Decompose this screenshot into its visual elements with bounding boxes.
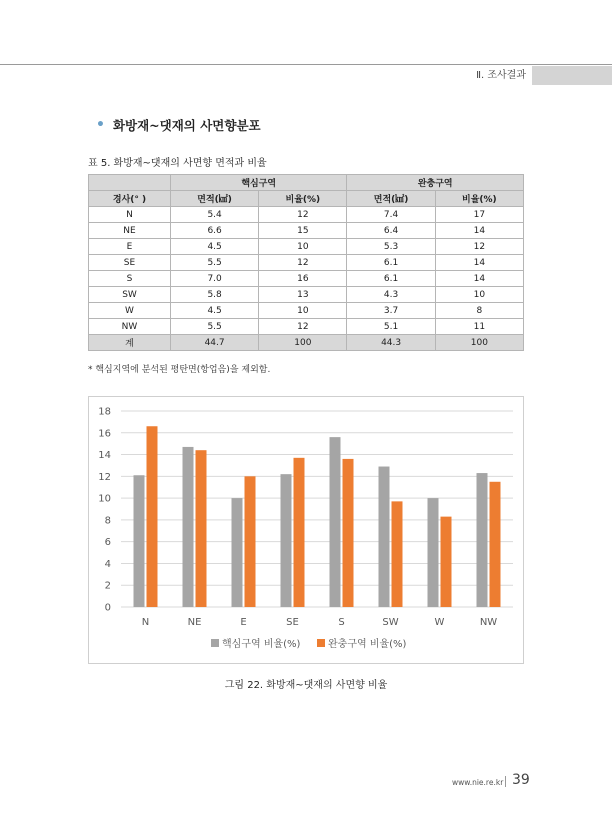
table-cell: S [89,271,171,287]
page-number: 39 [512,772,530,788]
table-cell: 6.1 [347,271,435,287]
section-heading-text: 화방재~댓재의 사면향분포 [112,118,261,133]
y-tick-label: 4 [104,558,111,570]
table-cell: 44.7 [171,335,259,351]
table-row [89,207,524,223]
bar-ne-series-0 [183,447,194,607]
bar-sw-series-0 [379,467,390,607]
table-cell: 4.5 [171,303,259,319]
table-cell: 6.4 [347,223,435,239]
chart-svg [89,397,525,665]
x-tick-label: W [434,617,445,628]
x-tick-label: N [141,617,150,628]
table-cell: 4.5 [171,239,259,255]
y-tick-label: 10 [98,493,111,505]
y-tick-label: 8 [104,515,111,527]
y-tick-label: 12 [98,471,111,483]
table-cell: 100 [435,335,523,351]
bar-e-series-0 [232,498,243,607]
y-tick-label: 18 [98,406,111,418]
table-cell: NE [89,223,171,239]
table-cell: W [89,303,171,319]
table-row [89,303,524,319]
footer-separator [505,776,506,787]
bar-s-series-1 [343,459,354,607]
table-row [89,223,524,239]
table-cell: 5.5 [171,319,259,335]
table-sub-header: 면적(㎢) [171,191,259,207]
legend-label: 완충구역 비율(%) [328,639,407,650]
table-header-empty [89,175,171,191]
bar-w-series-0 [428,498,439,607]
legend-swatch [211,639,219,647]
x-tick-label: SE [286,617,299,628]
table-cell: 5.1 [347,319,435,335]
table-cell: NW [89,319,171,335]
table-row [89,287,524,303]
table-cell: E [89,239,171,255]
table-cell: N [89,207,171,223]
table-cell: 10 [435,287,523,303]
table-cell: 17 [435,207,523,223]
table-body [89,207,524,335]
y-tick-label: 2 [104,580,111,592]
table-cell: 11 [435,319,523,335]
section-heading [96,116,261,134]
table-cell: 10 [259,239,347,255]
table-cell: 10 [259,303,347,319]
section-header: Ⅱ. 조사결과 [476,70,526,81]
x-tick-label: NE [187,617,202,628]
aspect-bar-chart [88,396,524,664]
table-cell: 7.4 [347,207,435,223]
table-cell: 8 [435,303,523,319]
bullet-icon: • [96,117,105,133]
table-cell: 4.3 [347,287,435,303]
bar-n-series-0 [134,475,145,607]
y-tick-label: 0 [104,602,111,614]
table-cell: 6.6 [171,223,259,239]
table-cell: 5.4 [171,207,259,223]
table-cell: 7.0 [171,271,259,287]
table-group-header: 완충구역 [347,175,524,191]
bar-nw-series-0 [477,473,488,607]
table-cell: 13 [259,287,347,303]
bar-sw-series-1 [392,501,403,607]
table-total-row [89,335,524,351]
table-cell: 6.1 [347,255,435,271]
aspect-table [88,174,524,351]
table-cell: 14 [435,255,523,271]
footer-url: www.nie.re.kr [452,778,504,787]
figure-caption: 그림 22. 화방재~댓재의 사면향 비율 [224,680,388,691]
table-cell: SW [89,287,171,303]
table-cell: 12 [435,239,523,255]
table-cell: 3.7 [347,303,435,319]
legend-label: 핵심구역 비율(%) [222,639,301,650]
bar-nw-series-1 [490,482,501,607]
table-row [89,239,524,255]
table-cell: 12 [259,255,347,271]
bar-se-series-1 [294,458,305,607]
y-tick-label: 16 [98,428,111,440]
header-tab [532,66,612,85]
table-cell: SE [89,255,171,271]
table-cell: 100 [259,335,347,351]
table-cell: 5.3 [347,239,435,255]
bar-e-series-1 [245,476,256,607]
table-group-header: 핵심구역 [171,175,347,191]
table-cell: 16 [259,271,347,287]
y-tick-label: 14 [98,450,111,462]
table-sub-header: 면적(㎢) [347,191,435,207]
x-tick-label: SW [382,617,399,628]
table-cell: 14 [435,223,523,239]
table-cell: 12 [259,207,347,223]
table-sub-header: 비율(%) [435,191,523,207]
table-row [89,271,524,287]
table-caption: 표 5. 화방재~댓재의 사면향 면적과 비율 [88,158,267,169]
table-cell: 44.3 [347,335,435,351]
x-tick-label: S [338,617,345,628]
table-sub-header-row [89,191,524,207]
table-group-header-row [89,175,524,191]
x-tick-label: NW [479,617,498,628]
legend-swatch [317,639,325,647]
bar-n-series-1 [147,426,158,607]
table-cell: 14 [435,271,523,287]
header-rule [0,64,612,65]
table-cell: 계 [89,335,171,351]
bar-ne-series-1 [196,450,207,607]
table-note: * 핵심지역에 분석된 평탄면(항업음)을 제외함. [88,365,271,375]
table-sub-header: 경사(° ) [89,191,171,207]
table-row [89,319,524,335]
bar-w-series-1 [441,517,452,607]
table-sub-header: 비율(%) [259,191,347,207]
table-cell: 15 [259,223,347,239]
table-cell: 5.5 [171,255,259,271]
x-tick-label: E [240,617,247,628]
table-row [89,255,524,271]
table-cell: 5.8 [171,287,259,303]
bar-s-series-0 [330,437,341,607]
y-tick-label: 6 [104,537,111,549]
table-cell: 12 [259,319,347,335]
bar-se-series-0 [281,474,292,607]
